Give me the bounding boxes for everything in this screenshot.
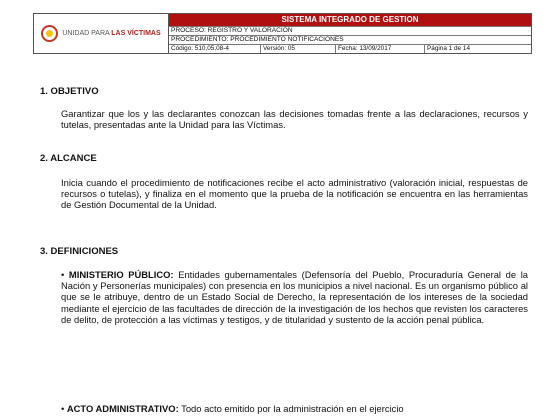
header-info — [169, 14, 531, 53]
date-label: Fecha: 13/09/2017 — [336, 45, 425, 53]
definition-item: • MINISTERIO PÚBLICO: Entidades gubernamentales (Defensoría del Pueblo, Procuraduría General de la Nación y Personerías municipales) con presencia en los municipios a nivel nacional. Es un organismo público al que se le atribuye, dentro de un Estado Social de Derecho, la representación de los intereses de la sociedad mediante el ejercicio de las facultades de dirección de la investigación de los hechos que revisten los caracteres de delito, de protección a las víctimas y testigos, y de titularidad y sustento de la acción penal pública. — [61, 269, 528, 325]
scope-text: Inicia cuando el procedimiento de notificaciones recibe el acto administrativo (valoración inicial, respuestas de recursos o tutelas), y finaliza en el momento que la prueba de la notificación se encuentra en las herramientas de Gestión Documental de la Unidad. — [61, 177, 528, 211]
code-label: Código: 510,05,08-4 — [169, 45, 261, 53]
process-line: PROCESO: REGISTRO Y VALORACIÓN — [169, 26, 531, 35]
unit-logo — [34, 14, 169, 53]
version-label: Versión: 05 — [261, 45, 336, 53]
procedure-line: PROCEDIMIENTO: PROCEDIMIENTO NOTIFICACIONES — [169, 35, 531, 44]
definition-term: ACTO ADMINISTRATIVO: — [66, 403, 179, 414]
definition-text: Entidades gubernamentales (Defensoría del Pueblo, Procuraduría General de la Nación y Personerías municipales) con presencia en los municipios a nivel nacional. Es un organismo público al que se le atribuye, dentro de un Estado Social de Derecho, la representación de los intereses de la sociedad mediante el ejercicio de las facultades de dirección de la investigación de los hechos que revisten los caracteres de delito, de protección a las víctimas y testigos, y de titularidad y sustento de la acción penal pública. — [61, 269, 528, 325]
colombia-seal-icon — [41, 25, 58, 42]
document-header — [33, 13, 532, 54]
definition-item: • ACTO ADMINISTRATIVO: Todo acto emitido por la administración en el ejercicio — [61, 403, 404, 414]
scope-heading: 2. ALCANCE — [40, 153, 97, 164]
metadata-row — [169, 44, 531, 53]
definitions-heading: 3. DEFINICIONES — [40, 246, 119, 257]
page-number: Página 1 de 14 — [427, 45, 470, 52]
objective-heading: 1. OBJETIVO — [40, 86, 99, 97]
objective-text: Garantizar que los y las declarantes conozcan las decisiones tomadas frente a las declaraciones, recursos y tutelas, presentadas ante la Unidad para las Víctimas. — [61, 108, 528, 131]
definition-term: MINISTERIO PÚBLICO: — [68, 269, 174, 280]
definition-text: Todo acto emitido por la administración en el ejercicio — [181, 403, 404, 414]
unit-name: UNIDAD PARA LAS VÍCTIMAS — [62, 30, 161, 37]
system-title: SISTEMA INTEGRADO DE GESTION — [169, 14, 531, 26]
